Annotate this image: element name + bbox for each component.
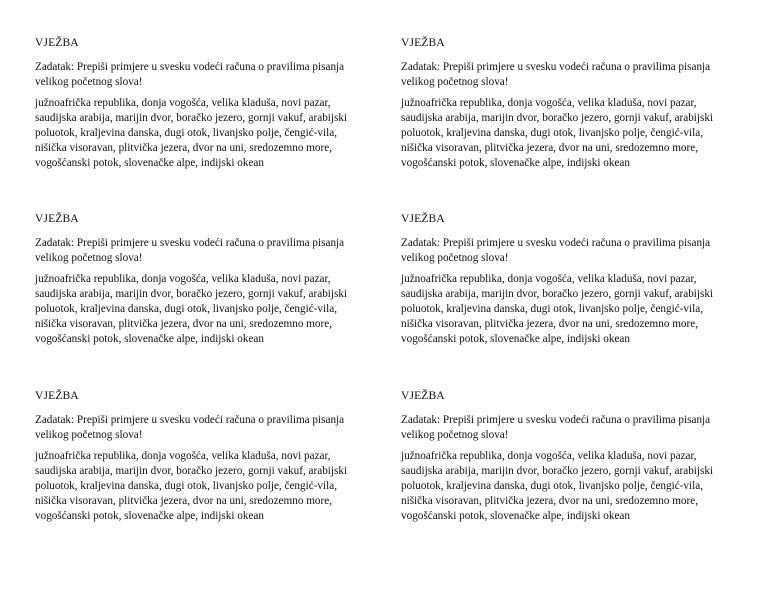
words-line: vogošćanski potok, slovenačke alpe, indijski okean <box>401 333 630 345</box>
exercise-block <box>401 35 741 171</box>
task-line: velikog početnog slova! <box>401 252 509 264</box>
words-line: saudijska arabija, marijin dvor, boračko jezero, gornji vakuf, arabijski <box>35 112 348 124</box>
words-line: vogošćanski potok, slovenačke alpe, indijski okean <box>35 157 264 169</box>
words-line: poluotok, kraljevina danska, dugi otok, livanjsko polje, čengić-vila, <box>35 127 337 139</box>
exercise-words <box>35 96 375 171</box>
words-line: južnoafrička republika, donja vogošća, velika kladuša, novi pazar, <box>401 273 697 285</box>
words-line: vogošćanski potok, slovenačke alpe, indijski okean <box>401 157 630 169</box>
task-line: Zadatak: Prepiši primjere u svesku vodeći računa o pravilima pisanja <box>35 61 345 73</box>
exercise-heading: VJEŽBA <box>401 36 445 49</box>
exercise-task <box>401 236 741 266</box>
exercise-task <box>35 413 375 443</box>
exercise-block <box>35 388 375 524</box>
words-line: saudijska arabija, marijin dvor, boračko jezero, gornji vakuf, arabijski <box>401 288 714 300</box>
words-line: saudijska arabija, marijin dvor, boračko jezero, gornji vakuf, arabijski <box>401 112 714 124</box>
task-line: velikog početnog slova! <box>35 429 143 441</box>
exercise-heading: VJEŽBA <box>35 36 79 49</box>
exercise-block <box>35 211 375 347</box>
words-line: saudijska arabija, marijin dvor, boračko jezero, gornji vakuf, arabijski <box>401 465 714 477</box>
words-line: poluotok, kraljevina danska, dugi otok, livanjsko polje, čengić-vila, <box>35 303 337 315</box>
exercise-heading: VJEŽBA <box>401 212 445 225</box>
exercise-heading: VJEŽBA <box>401 389 445 402</box>
words-line: južnoafrička republika, donja vogošća, velika kladuša, novi pazar, <box>35 450 331 462</box>
words-line: poluotok, kraljevina danska, dugi otok, livanjsko polje, čengić-vila, <box>401 127 703 139</box>
words-line: južnoafrička republika, donja vogošća, velika kladuša, novi pazar, <box>35 273 331 285</box>
task-line: velikog početnog slova! <box>35 76 143 88</box>
task-line: Zadatak: Prepiši primjere u svesku vodeći računa o pravilima pisanja <box>401 61 711 73</box>
exercise-task <box>35 60 375 90</box>
task-line: Zadatak: Prepiši primjere u svesku vodeći računa o pravilima pisanja <box>35 237 345 249</box>
exercise-block <box>401 388 741 524</box>
words-line: nišička visoravan, plitvička jezera, dvor na uni, sredozemno more, <box>35 318 332 330</box>
words-line: nišička visoravan, plitvička jezera, dvor na uni, sredozemno more, <box>401 495 698 507</box>
exercise-task <box>401 60 741 90</box>
words-line: nišička visoravan, plitvička jezera, dvor na uni, sredozemno more, <box>401 318 698 330</box>
exercise-task <box>35 236 375 266</box>
exercise-heading: VJEŽBA <box>35 389 79 402</box>
words-line: vogošćanski potok, slovenačke alpe, indijski okean <box>35 333 264 345</box>
exercise-words <box>401 96 741 171</box>
task-line: velikog početnog slova! <box>35 252 143 264</box>
task-line: velikog početnog slova! <box>401 429 509 441</box>
words-line: vogošćanski potok, slovenačke alpe, indijski okean <box>401 510 630 522</box>
words-line: nišička visoravan, plitvička jezera, dvor na uni, sredozemno more, <box>401 142 698 154</box>
words-line: južnoafrička republika, donja vogošća, velika kladuša, novi pazar, <box>401 97 697 109</box>
exercise-words <box>401 449 741 524</box>
exercise-heading: VJEŽBA <box>35 212 79 225</box>
words-line: južnoafrička republika, donja vogošća, velika kladuša, novi pazar, <box>401 450 697 462</box>
task-line: Zadatak: Prepiši primjere u svesku vodeći računa o pravilima pisanja <box>401 237 711 249</box>
exercise-block <box>35 35 375 171</box>
words-line: poluotok, kraljevina danska, dugi otok, livanjsko polje, čengić-vila, <box>401 303 703 315</box>
words-line: nišička visoravan, plitvička jezera, dvor na uni, sredozemno more, <box>35 142 332 154</box>
exercise-words <box>401 272 741 347</box>
words-line: južnoafrička republika, donja vogošća, velika kladuša, novi pazar, <box>35 97 331 109</box>
task-line: velikog početnog slova! <box>401 76 509 88</box>
task-line: Zadatak: Prepiši primjere u svesku vodeći računa o pravilima pisanja <box>401 414 711 426</box>
words-line: saudijska arabija, marijin dvor, boračko jezero, gornji vakuf, arabijski <box>35 465 348 477</box>
words-line: poluotok, kraljevina danska, dugi otok, livanjsko polje, čengić-vila, <box>35 480 337 492</box>
exercise-words <box>35 449 375 524</box>
exercise-block <box>401 211 741 347</box>
words-line: poluotok, kraljevina danska, dugi otok, livanjsko polje, čengić-vila, <box>401 480 703 492</box>
words-line: saudijska arabija, marijin dvor, boračko jezero, gornji vakuf, arabijski <box>35 288 348 300</box>
words-line: nišička visoravan, plitvička jezera, dvor na uni, sredozemno more, <box>35 495 332 507</box>
exercise-words <box>35 272 375 347</box>
words-line: vogošćanski potok, slovenačke alpe, indijski okean <box>35 510 264 522</box>
exercise-task <box>401 413 741 443</box>
task-line: Zadatak: Prepiši primjere u svesku vodeći računa o pravilima pisanja <box>35 414 345 426</box>
